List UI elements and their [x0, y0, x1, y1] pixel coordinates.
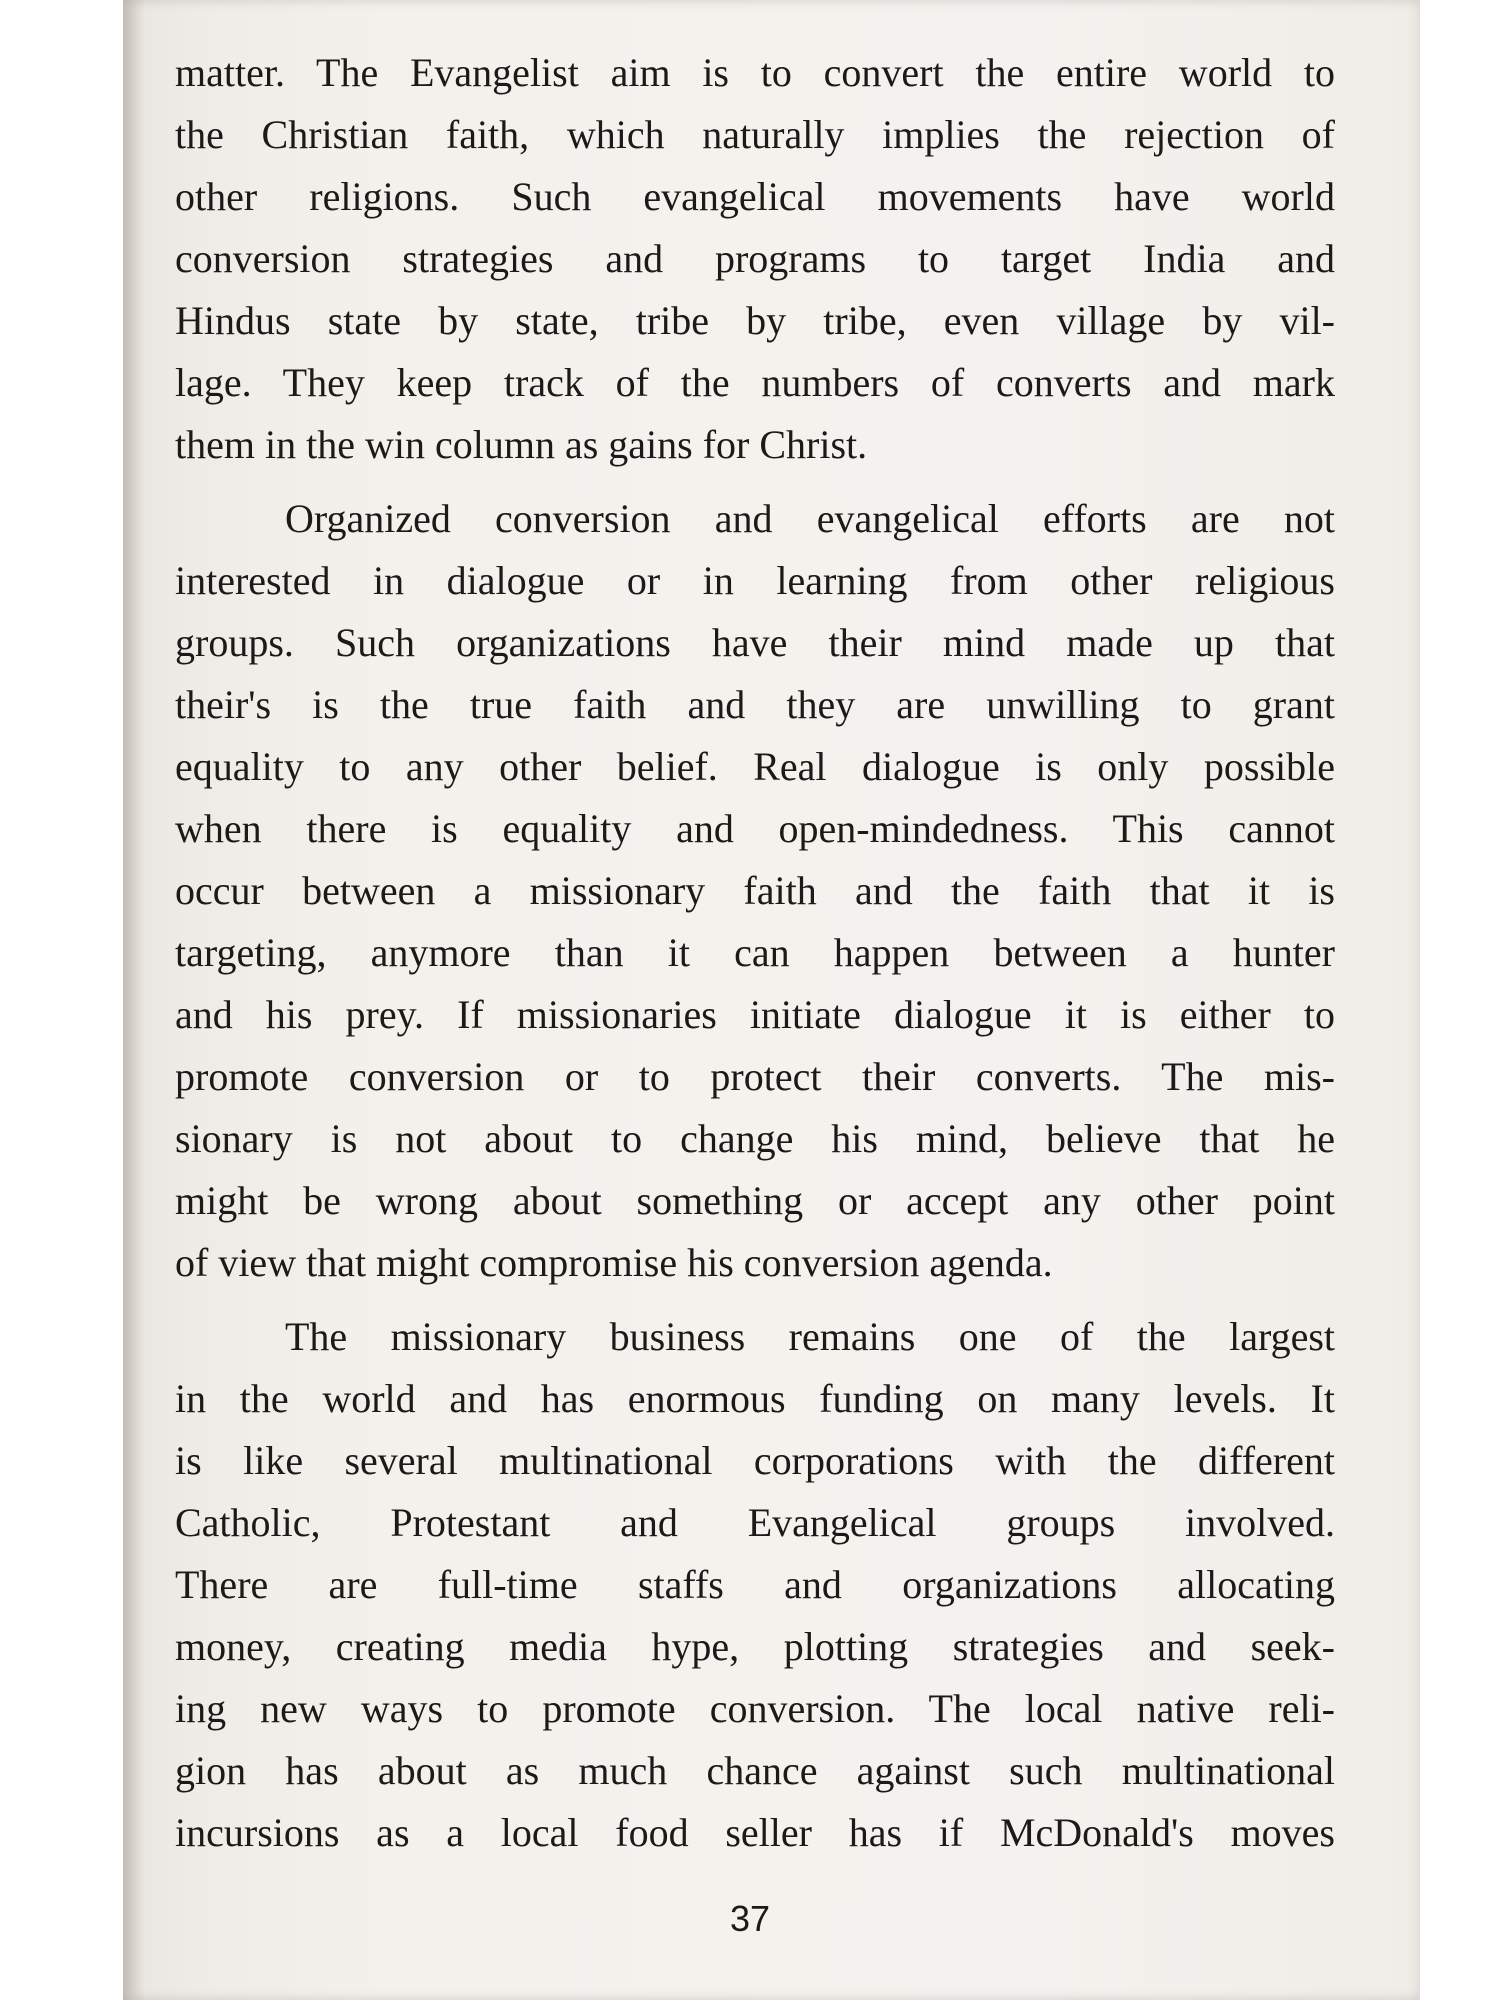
text-line: occur between a missionary faith and the faith that it is [175, 868, 1335, 913]
text-line: conversion strategies and programs to target India and [175, 236, 1335, 281]
text-line: lage. They keep track of the numbers of converts and mark [175, 360, 1335, 405]
text-line: might be wrong about something or accept any other point [175, 1178, 1335, 1223]
paragraph-3 [175, 1306, 1335, 1864]
text-line: targeting, anymore than it can happen between a hunter [175, 930, 1335, 975]
text-line: interested in dialogue or in learning from other religious [175, 558, 1335, 603]
text-line: their's is the true faith and they are unwilling to grant [175, 682, 1335, 727]
text-line: Organized conversion and evangelical efforts are not [285, 496, 1335, 541]
text-line: of view that might compromise his conversion agenda. [175, 1240, 1053, 1285]
text-line: when there is equality and open-mindedness. This cannot [175, 806, 1335, 851]
body-text [175, 42, 1335, 1864]
text-line: equality to any other belief. Real dialogue is only possible [175, 744, 1335, 789]
text-line: There are full-time staffs and organizations allocating [175, 1562, 1335, 1607]
text-line: sionary is not about to change his mind, believe that he [175, 1116, 1335, 1161]
paragraph-2 [175, 488, 1335, 1294]
text-line: money, creating media hype, plotting strategies and seek- [175, 1624, 1335, 1669]
text-line: The missionary business remains one of the largest [285, 1314, 1335, 1359]
text-line: ing new ways to promote conversion. The local native reli- [175, 1686, 1335, 1731]
paragraph-1 [175, 42, 1335, 476]
text-line: promote conversion or to protect their converts. The mis- [175, 1054, 1335, 1099]
text-line: is like several multinational corporations with the different [175, 1438, 1335, 1483]
text-line: them in the win column as gains for Christ. [175, 422, 868, 467]
text-line: and his prey. If missionaries initiate dialogue it is either to [175, 992, 1335, 1037]
text-line: other religions. Such evangelical movements have world [175, 174, 1335, 219]
text-line: the Christian faith, which naturally implies the rejection of [175, 112, 1335, 157]
text-line: Catholic, Protestant and Evangelical groups involved. [175, 1500, 1335, 1545]
text-line: in the world and has enormous funding on many levels. It [175, 1376, 1335, 1421]
text-line: gion has about as much chance against such multinational [175, 1748, 1335, 1793]
text-line: groups. Such organizations have their mind made up that [175, 620, 1335, 665]
page-number: 37 [729, 1898, 771, 1939]
text-line: incursions as a local food seller has if McDonald's moves [175, 1810, 1335, 1855]
text-line: matter. The Evangelist aim is to convert the entire world to [175, 50, 1335, 95]
text-line: Hindus state by state, tribe by tribe, even village by vil- [175, 298, 1335, 343]
